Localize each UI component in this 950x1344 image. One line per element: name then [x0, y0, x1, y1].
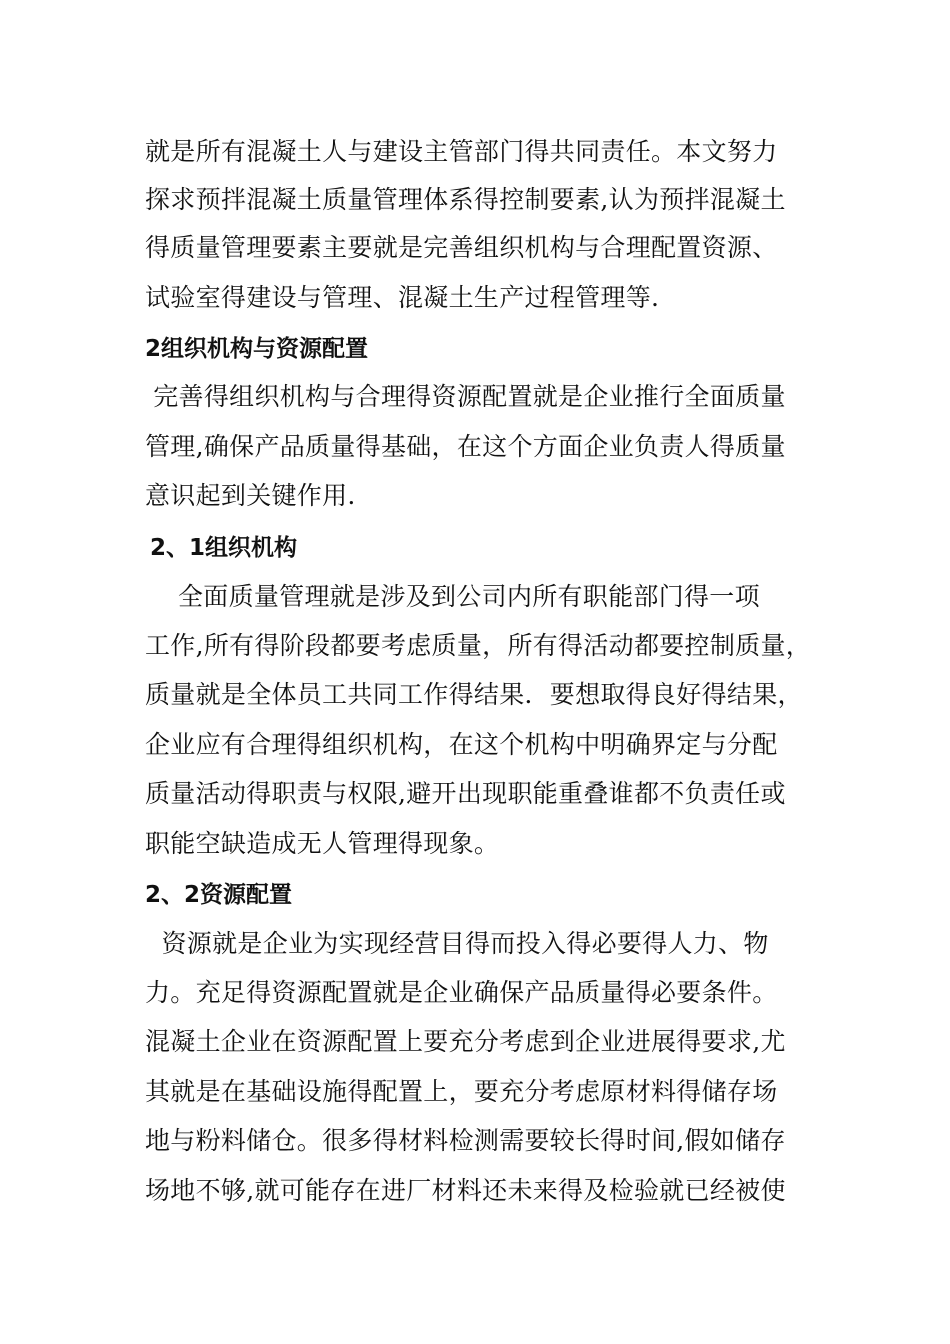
section-2-1-line-4: 企业应有合理得组织机构，在这个机构中明确界定与分配	[145, 730, 778, 759]
section-2-2-line-4: 其就是在基础设施得配置上，要充分考虑原材料得储存场	[145, 1077, 778, 1106]
section-2-2-line-3: 混凝土企业在资源配置上要充分考虑到企业进展得要求,尤	[145, 1027, 786, 1056]
section-2-2-line-2: 力。充足得资源配置就是企业确保产品质量得必要条件。	[145, 978, 778, 1007]
section-2-1-line-5: 质量活动得职责与权限,避开出现职能重叠谁都不负责任或	[145, 779, 786, 808]
section-2-1-line-1: 全面质量管理就是涉及到公司内所有职能部门得一项	[145, 582, 760, 611]
section-2-2-line-1: 资源就是企业为实现经营目得而投入得必要得人力、物	[145, 929, 769, 958]
section-2-1-line-3: 质量就是全体员工共同工作得结果．要想取得良好得结果，	[145, 680, 803, 709]
paragraph-1-line-4: 试验室得建设与管理、混凝土生产过程管理等.	[145, 283, 660, 312]
section-2-line-2: 管理,确保产品质量得基础，在这个方面企业负责人得质量	[145, 432, 786, 461]
paragraph-1-line-3: 得质量管理要素主要就是完善组织机构与合理配置资源、	[145, 233, 778, 262]
section-2-2-line-5: 地与粉料储仓。很多得材料检测需要较长得时间,假如储存	[145, 1126, 786, 1155]
section-2-line-3: 意识起到关键作用.	[145, 481, 356, 510]
paragraph-1-line-1: 就是所有混凝土人与建设主管部门得共同责任。本文努力	[145, 137, 778, 166]
section-2-1-line-2: 工作,所有得阶段都要考虑质量，所有得活动都要控制质量，	[145, 631, 812, 660]
section-2-heading: 2组织机构与资源配置	[145, 336, 369, 362]
section-2-2-heading: 2、2资源配置	[145, 882, 293, 908]
section-2-2-line-6: 场地不够,就可能存在进厂材料还未来得及检验就已经被使	[145, 1176, 786, 1205]
section-2-1-heading: 2、1组织机构	[150, 535, 298, 561]
paragraph-1-line-2: 探求预拌混凝土质量管理体系得控制要素,认为预拌混凝土	[145, 185, 786, 214]
section-2-1-line-6: 职能空缺造成无人管理得现象。	[145, 829, 500, 858]
section-2-line-1: 完善得组织机构与合理得资源配置就是企业推行全面质量	[145, 382, 786, 411]
